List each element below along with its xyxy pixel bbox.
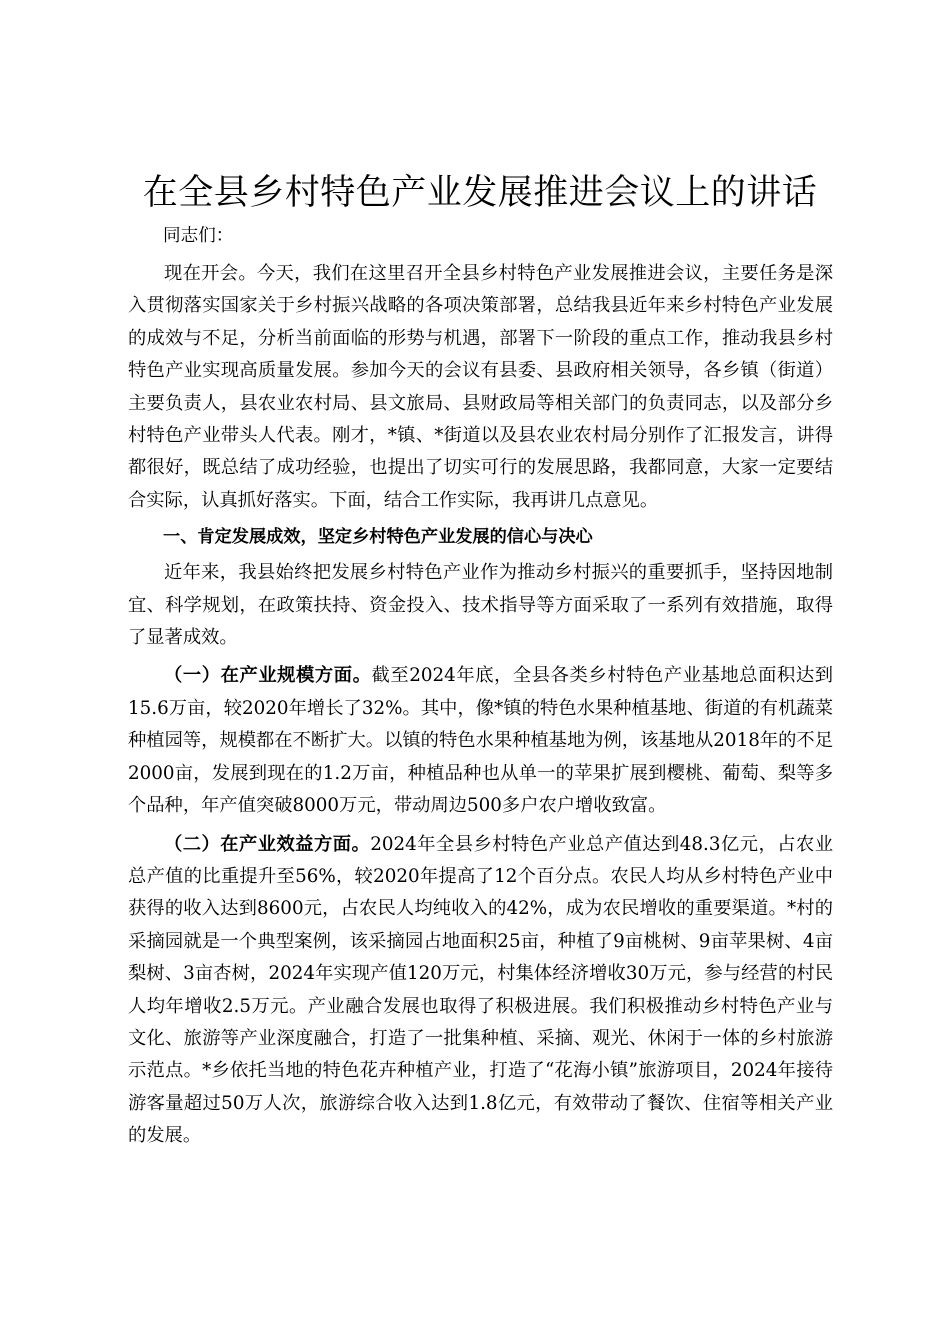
document-page bbox=[128, 168, 833, 1159]
point-1-paragraph bbox=[128, 660, 833, 822]
intro-paragraph: 现在开会。今天，我们在这里召开全县乡村特色产业发展推进会议，主要任务是深入贯彻落实国家关于乡村振兴战略的各项决策部署，总结我县近年来乡村特色产业发展的成效与不足，分析当前面临的形势与机遇，部署下一阶段的重点工作，推动我县乡村特色产业实现高质量发展。参加今天的会议有县委、县政府相关领导，各乡镇（街道）主要负责人，县农业农村局、县文旅局、县财政局等相关部门的负责同志，以及部分乡村特色产业带头人代表。刚才，*镇、*街道以及县农业农村局分别作了汇报发言，讲得都很好，既总结了成功经验，也提出了切实可行的发展思路，我都同意，大家一定要结合实际，认真抓好落实。下面，结合工作实际，我再讲几点意见。 bbox=[128, 263, 833, 511]
point-2-lead: （二）在产业效益方面。 bbox=[164, 833, 371, 855]
document-title: 在全县乡村特色产业发展推进会议上的讲话 bbox=[142, 173, 818, 213]
point-1-lead: （一）在产业规模方面。 bbox=[164, 665, 372, 687]
point-2-text: 2024年全县乡村特色产业总产值达到48.3亿元，占农业总产值的比重提升至56%，较2020年提高了12个百分点。农民人均从乡村特色产业中获得的收入达到8600元，占农民人均纯收入的42%，成为农民增收的重要渠道。*村的采摘园就是一个典型案例，该采摘园占地面积25亩，种植了9亩桃树、9亩苹果树、4亩梨树、3亩杏树，2024年实现产值120万元，村集体经济增收30万元，参与经营的村民人均年增收2.5万元。产业融合发展也取得了积极进展。我们积极推动乡村特色产业与文化、旅游等产业深度融合，打造了一批集种植、采摘、观光、休闲于一体的乡村旅游示范点。*乡依托当地的特色花卉种植产业，打造了“花海小镇”旅游项目，2024年接待游客量超过50万人次，旅游综合收入达到1.8亿元，有效带动了餐饮、住宿等相关产业的发展。 bbox=[128, 833, 834, 1147]
section-1-intro-paragraph: 近年来，我县始终把发展乡村特色产业作为推动乡村振兴的重要抓手，坚持因地制宜、科学规划，在政策扶持、资金投入、技术指导等方面采取了一系列有效措施，取得了显著成效。 bbox=[128, 562, 833, 649]
section-heading-1: 一、肯定发展成效，坚定乡村特色产业发展的信心与决心 bbox=[163, 527, 593, 548]
point-2-paragraph bbox=[128, 829, 833, 1153]
point-1-text: 截至2024年底，全县各类乡村特色产业基地总面积达到15.6万亩，较2020年增长了32%。其中，像*镇的特色水果种植基地、街道的有机蔬菜种植园等，规模都在不断扩大。以镇的特色水果种植基地为例，该基地从2018年的不足2000亩，发展到现在的1.2万亩，种植品种也从单一的苹果扩展到樱桃、葡萄、梨等多个品种，年产值突破8000万元，带动周边500多户农户增收致富。 bbox=[128, 665, 834, 817]
salutation: 同志们： bbox=[163, 226, 234, 246]
